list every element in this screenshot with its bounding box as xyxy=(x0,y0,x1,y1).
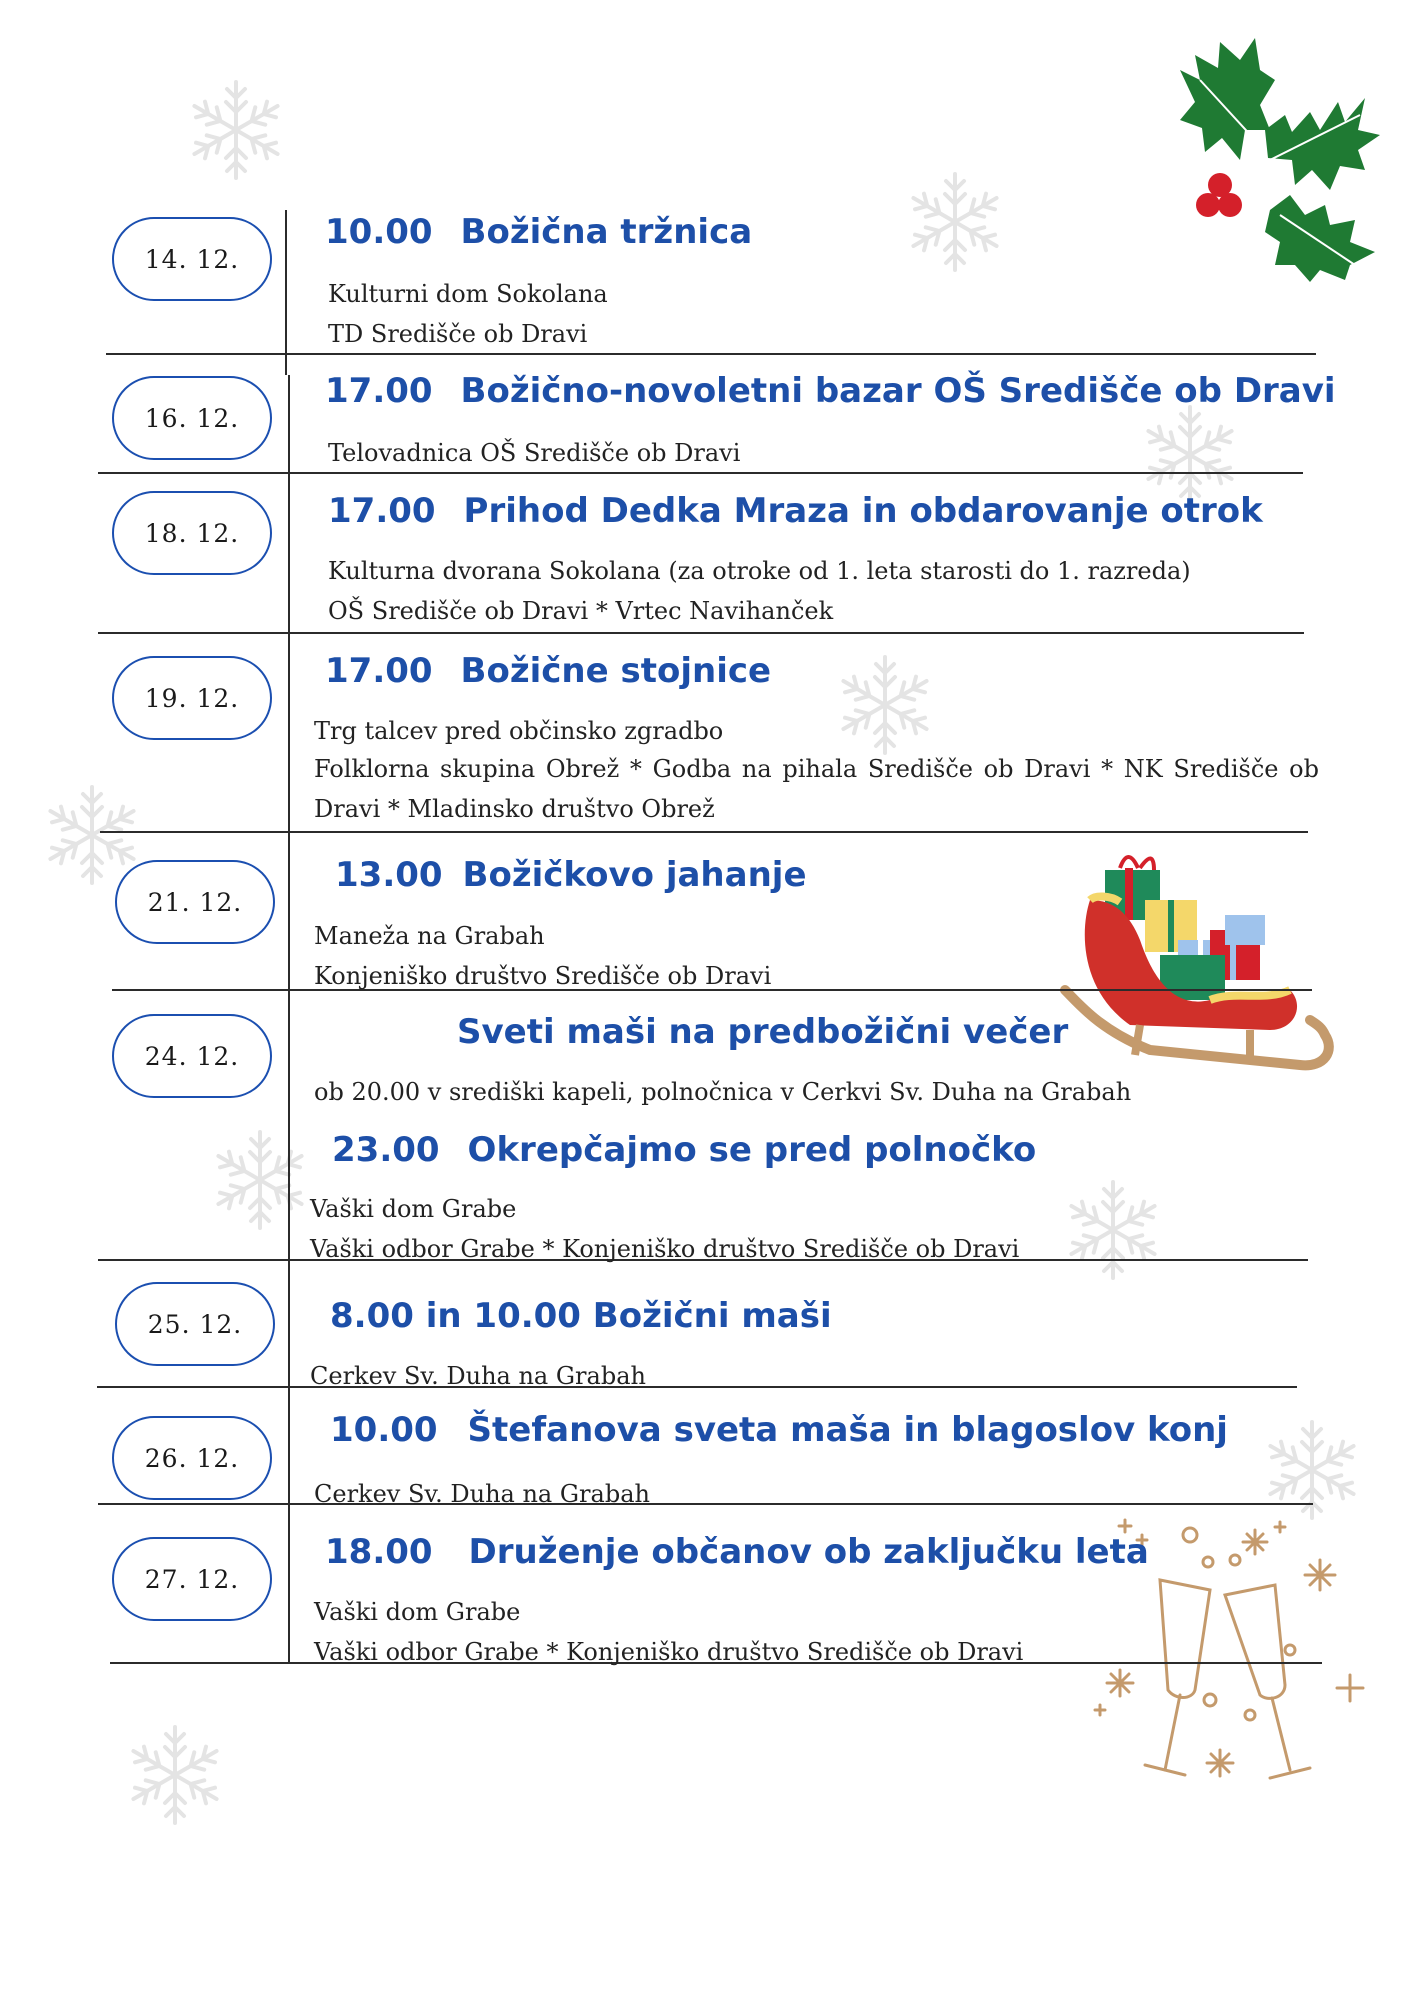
event-time: 17.00 xyxy=(325,371,433,411)
event-time: 23.00 xyxy=(332,1130,440,1170)
event-name: Božično-novoletni bazar OŠ Središče ob Dravi xyxy=(460,371,1336,411)
vertical-divider xyxy=(285,210,287,375)
snowflake-icon xyxy=(125,1725,225,1825)
row-separator xyxy=(98,472,1303,474)
event-organizer: Vaški odbor Grabe * Konjeniško društvo Središče ob Dravi xyxy=(310,1235,1020,1263)
event-organizer: Konjeniško društvo Središče ob Dravi xyxy=(314,962,772,990)
event-name: Okrepčajmo se pred polnočko xyxy=(467,1130,1037,1170)
event-organizer: Vaški odbor Grabe * Konjeniško društvo Središče ob Dravi xyxy=(314,1638,1024,1666)
sleigh-icon xyxy=(1060,840,1345,1100)
event-title xyxy=(335,855,807,895)
event-name: Prihod Dedka Mraza in obdarovanje otrok xyxy=(463,491,1263,531)
date-badge: 16. 12. xyxy=(112,376,272,460)
event-title xyxy=(325,1532,1149,1572)
snowflake-icon xyxy=(1140,405,1240,505)
event-title xyxy=(325,371,1336,411)
event-location: Cerkev Sv. Duha na Grabah xyxy=(314,1480,650,1508)
event-title xyxy=(330,1410,1228,1450)
row-separator xyxy=(98,632,1304,634)
date-badge: 18. 12. xyxy=(112,491,272,575)
event-time: 10.00 xyxy=(330,1410,438,1450)
event-location: Vaški dom Grabe xyxy=(314,1598,521,1626)
event-organizer: TD Središče ob Dravi xyxy=(328,320,588,348)
event-location: Kulturni dom Sokolana xyxy=(328,280,608,308)
event-time: 17.00 xyxy=(328,491,436,531)
vertical-divider xyxy=(288,375,290,1663)
date-badge: 25. 12. xyxy=(115,1282,275,1366)
snowflake-icon xyxy=(905,172,1005,272)
event-location: Maneža na Grabah xyxy=(314,922,545,950)
event-title xyxy=(328,491,1263,531)
date-badge: 19. 12. xyxy=(112,656,272,740)
event-title xyxy=(325,212,752,252)
event-title: 8.00 in 10.00 Božični maši xyxy=(330,1296,832,1336)
snowflake-icon xyxy=(835,655,935,755)
event-location: ob 20.00 v središki kapeli, polnočnica v Cerkvi Sv. Duha na Grabah xyxy=(314,1078,1132,1106)
date-badge: 14. 12. xyxy=(112,217,272,301)
date-badge: 26. 12. xyxy=(112,1416,272,1500)
event-location: Trg talcev pred občinsko zgradbo xyxy=(314,717,724,745)
row-separator xyxy=(97,1386,1297,1388)
event-time: 10.00 xyxy=(325,212,433,252)
snowflake-icon xyxy=(42,785,142,885)
event-time: 17.00 xyxy=(325,651,433,691)
event-name: Druženje občanov ob zaključku leta xyxy=(468,1532,1149,1572)
event-time: 13.00 xyxy=(335,855,443,895)
snowflake-icon xyxy=(1063,1180,1163,1280)
row-separator xyxy=(100,831,1308,833)
event-organizer: Folklorna skupina Obrež * Godba na pihala Središče ob Dravi * NK Središče ob Dravi * Mladinsko društvo Obrež xyxy=(314,755,1319,823)
event-name: Božične stojnice xyxy=(460,651,772,691)
holly-icon xyxy=(1160,20,1390,290)
event-location: Cerkev Sv. Duha na Grabah xyxy=(310,1362,646,1390)
event-location: Vaški dom Grabe xyxy=(310,1195,517,1223)
snowflake-icon xyxy=(210,1130,310,1230)
date-badge: 21. 12. xyxy=(115,860,275,944)
event-name: Štefanova sveta maša in blagoslov konj xyxy=(467,1410,1228,1450)
event-title xyxy=(325,651,771,691)
event-time: 18.00 xyxy=(325,1532,433,1572)
event-title: Sveti maši na predbožični večer xyxy=(457,1012,1069,1052)
event-organizer: OŠ Središče ob Dravi * Vrtec Navihanček xyxy=(328,597,834,625)
event-name: Božičkovo jahanje xyxy=(462,855,807,895)
date-badge: 24. 12. xyxy=(112,1014,272,1098)
row-separator xyxy=(98,1503,1313,1505)
event-location: Telovadnica OŠ Središče ob Dravi xyxy=(328,439,741,467)
event-title xyxy=(332,1130,1036,1170)
event-location: Kulturna dvorana Sokolana (za otroke od 1. leta starosti do 1. razreda) xyxy=(328,557,1191,585)
snowflake-icon xyxy=(186,80,286,180)
row-separator xyxy=(106,353,1316,355)
event-name: Božična tržnica xyxy=(460,212,753,252)
date-badge: 27. 12. xyxy=(112,1537,272,1621)
